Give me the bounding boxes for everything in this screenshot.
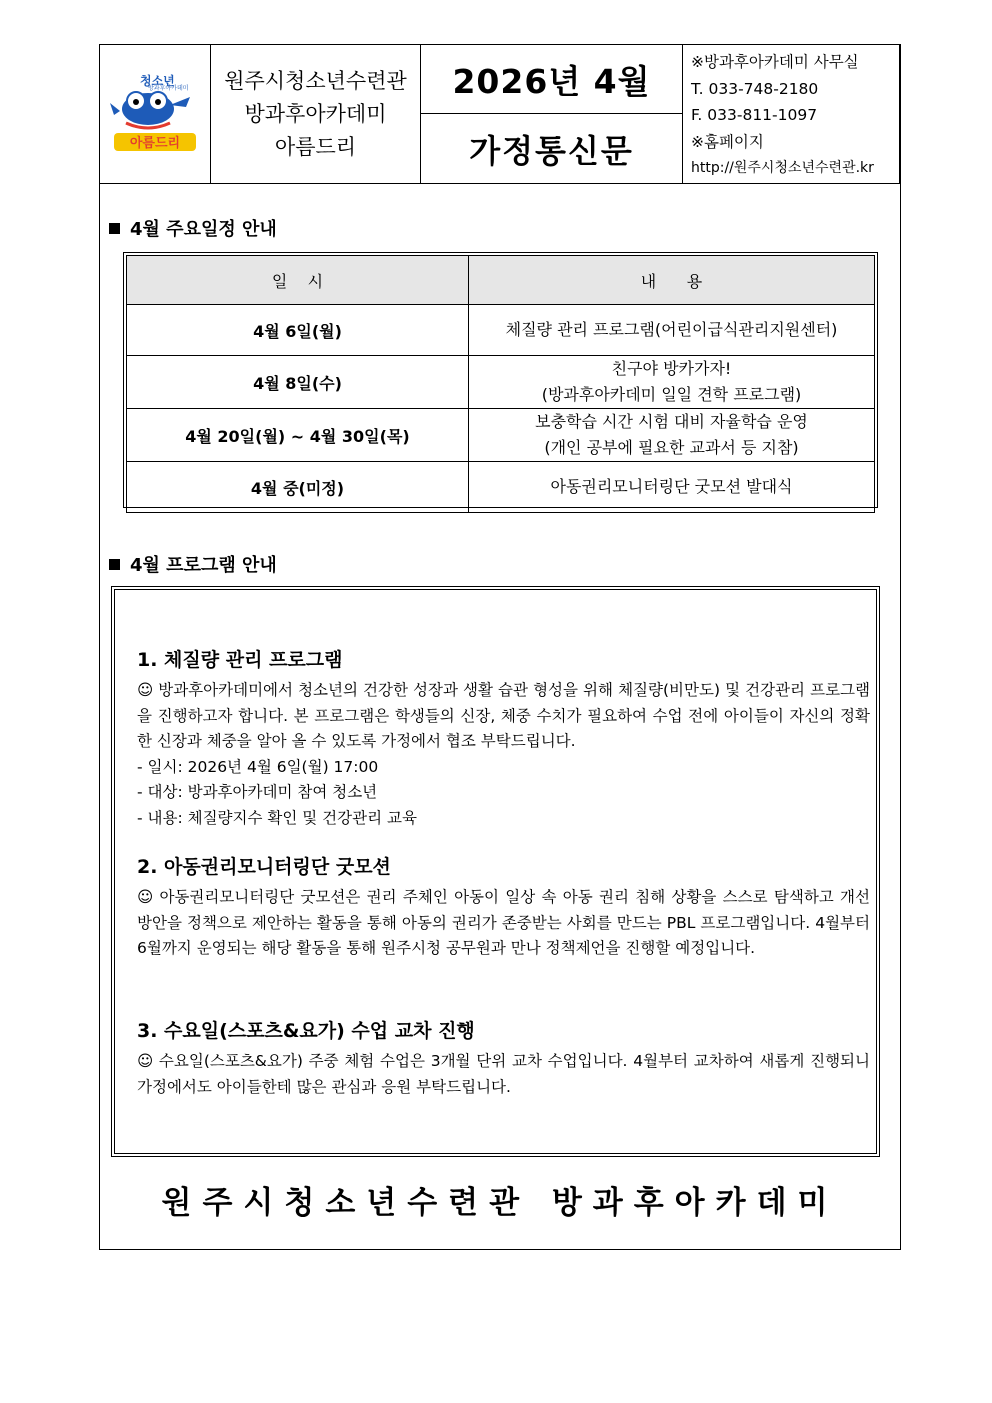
footer-org-name: 원주시청소년수련관 방과후아카데미	[161, 1185, 839, 1221]
doc-title: 가정통신문	[469, 131, 634, 170]
office-label: ※방과후아카데미 사무실	[691, 53, 859, 71]
org-line-2: 방과후아카데미	[244, 101, 387, 126]
org-name-cell	[211, 45, 421, 183]
row-content: 보충학습 시간 시험 대비 자율학습 운영 (개인 공부에 필요한 교과서 등 지참)	[469, 409, 875, 462]
program-body: ☺ 방과후아카데미에서 청소년의 건강한 성장과 생활 습관 형성을 위해 체질량(비만도) 및 건강관리 프로그램을 진행하고자 합니다. 본 프로그램은 학생들의 신장, 체중 수치가 필요하여 수업 전에 아이들이 자신의 정확한 신장과 체중을 알아 올 수 있도록 가정에서 협조 부탁드립니다.	[137, 681, 870, 750]
schedule-table	[126, 255, 875, 513]
program-detail: - 일시: 2026년 4월 6일(월) 17:00	[137, 757, 379, 776]
homepage-link[interactable]: http://원주시청소년수련관.kr	[691, 160, 874, 176]
logo-mid-text: 방과후아카데미	[148, 85, 189, 92]
square-bullet-icon	[109, 559, 120, 570]
row-date: 4월 6일(월)	[127, 305, 469, 356]
newsletter-page	[99, 44, 901, 1250]
homepage-label: ※홈페이지	[691, 132, 764, 151]
program-detail: - 대상: 방과후아카데미 참여 청소년	[137, 783, 378, 801]
row-date: 4월 8일(수)	[127, 356, 469, 409]
program-body: ☺ 수요일(스포츠&요가) 주중 체험 수업은 3개월 단위 교차 수업입니다. 4월부터 교차하여 새롭게 진행되니 가정에서도 아이들한테 많은 관심과 응원 부탁드립니다.	[137, 1052, 870, 1096]
program-title: 1. 체질량 관리 프로그램	[137, 649, 343, 671]
row-content: 아동권리모니터링단 굿모션 발대식	[469, 462, 875, 513]
row-date: 4월 20일(월) ~ 4월 30일(목)	[127, 409, 469, 462]
program-detail: - 내용: 체질량지수 확인 및 건강관리 교육	[137, 808, 417, 827]
program-heading: 4월 프로그램 안내	[109, 551, 277, 577]
square-bullet-icon	[109, 223, 120, 234]
program-box	[111, 586, 880, 1157]
program-item-1	[137, 645, 870, 831]
contact-cell	[683, 45, 900, 183]
office-fax: F. 033-811-1097	[691, 106, 818, 124]
program-box-inner	[114, 589, 877, 1154]
header-table	[100, 45, 900, 184]
col-content-header: 내 용	[469, 256, 875, 305]
office-tel: T. 033-748-2180	[691, 79, 819, 98]
program-item-2	[137, 852, 870, 962]
schedule-heading: 4월 주요일정 안내	[109, 215, 277, 241]
program-title: 2. 아동권리모니터링단 굿모션	[137, 856, 391, 878]
table-row	[127, 409, 875, 462]
row-date: 4월 중(미정)	[127, 462, 469, 513]
schedule-header-row	[127, 256, 875, 305]
program-item-3	[137, 1016, 870, 1100]
org-line-1: 원주시청소년수련관	[224, 68, 407, 93]
table-row	[127, 356, 875, 409]
row-content: 친구야 방카가자! (방과후아카데미 일일 견학 프로그램)	[469, 356, 875, 409]
logo-cell	[100, 45, 211, 183]
logo-top-text: 청소년	[140, 74, 175, 88]
program-title: 3. 수요일(스포츠&요가) 수업 교차 진행	[137, 1020, 475, 1042]
table-row	[127, 305, 875, 356]
col-date-header: 일 시	[127, 256, 469, 305]
program-body: ☺ 아동권리모니터링단 굿모션은 권리 주체인 아동이 일상 속 아동 권리 침해 상황을 스스로 탐색하고 개선 방안을 정책으로 제안하는 활동을 통해 아동의 권리가 존중받는 사회를 만드는 PBL 프로그램입니다. 4월부터 6월까지 운영되는 해당 활동을 통해 원주시청 공무원과 만나 정책제언을 진행할 예정입니다.	[137, 888, 870, 957]
org-line-3: 아름드리	[274, 134, 357, 159]
title-cell	[421, 45, 683, 183]
logo-bottom-text: 아름드리	[129, 136, 181, 151]
table-row	[127, 462, 875, 513]
row-content: 체질량 관리 프로그램(어린이급식관리지원센터)	[469, 305, 875, 356]
date-title: 2026년 4월	[421, 45, 682, 114]
schedule-table-frame	[123, 252, 878, 508]
academy-logo	[100, 45, 211, 183]
